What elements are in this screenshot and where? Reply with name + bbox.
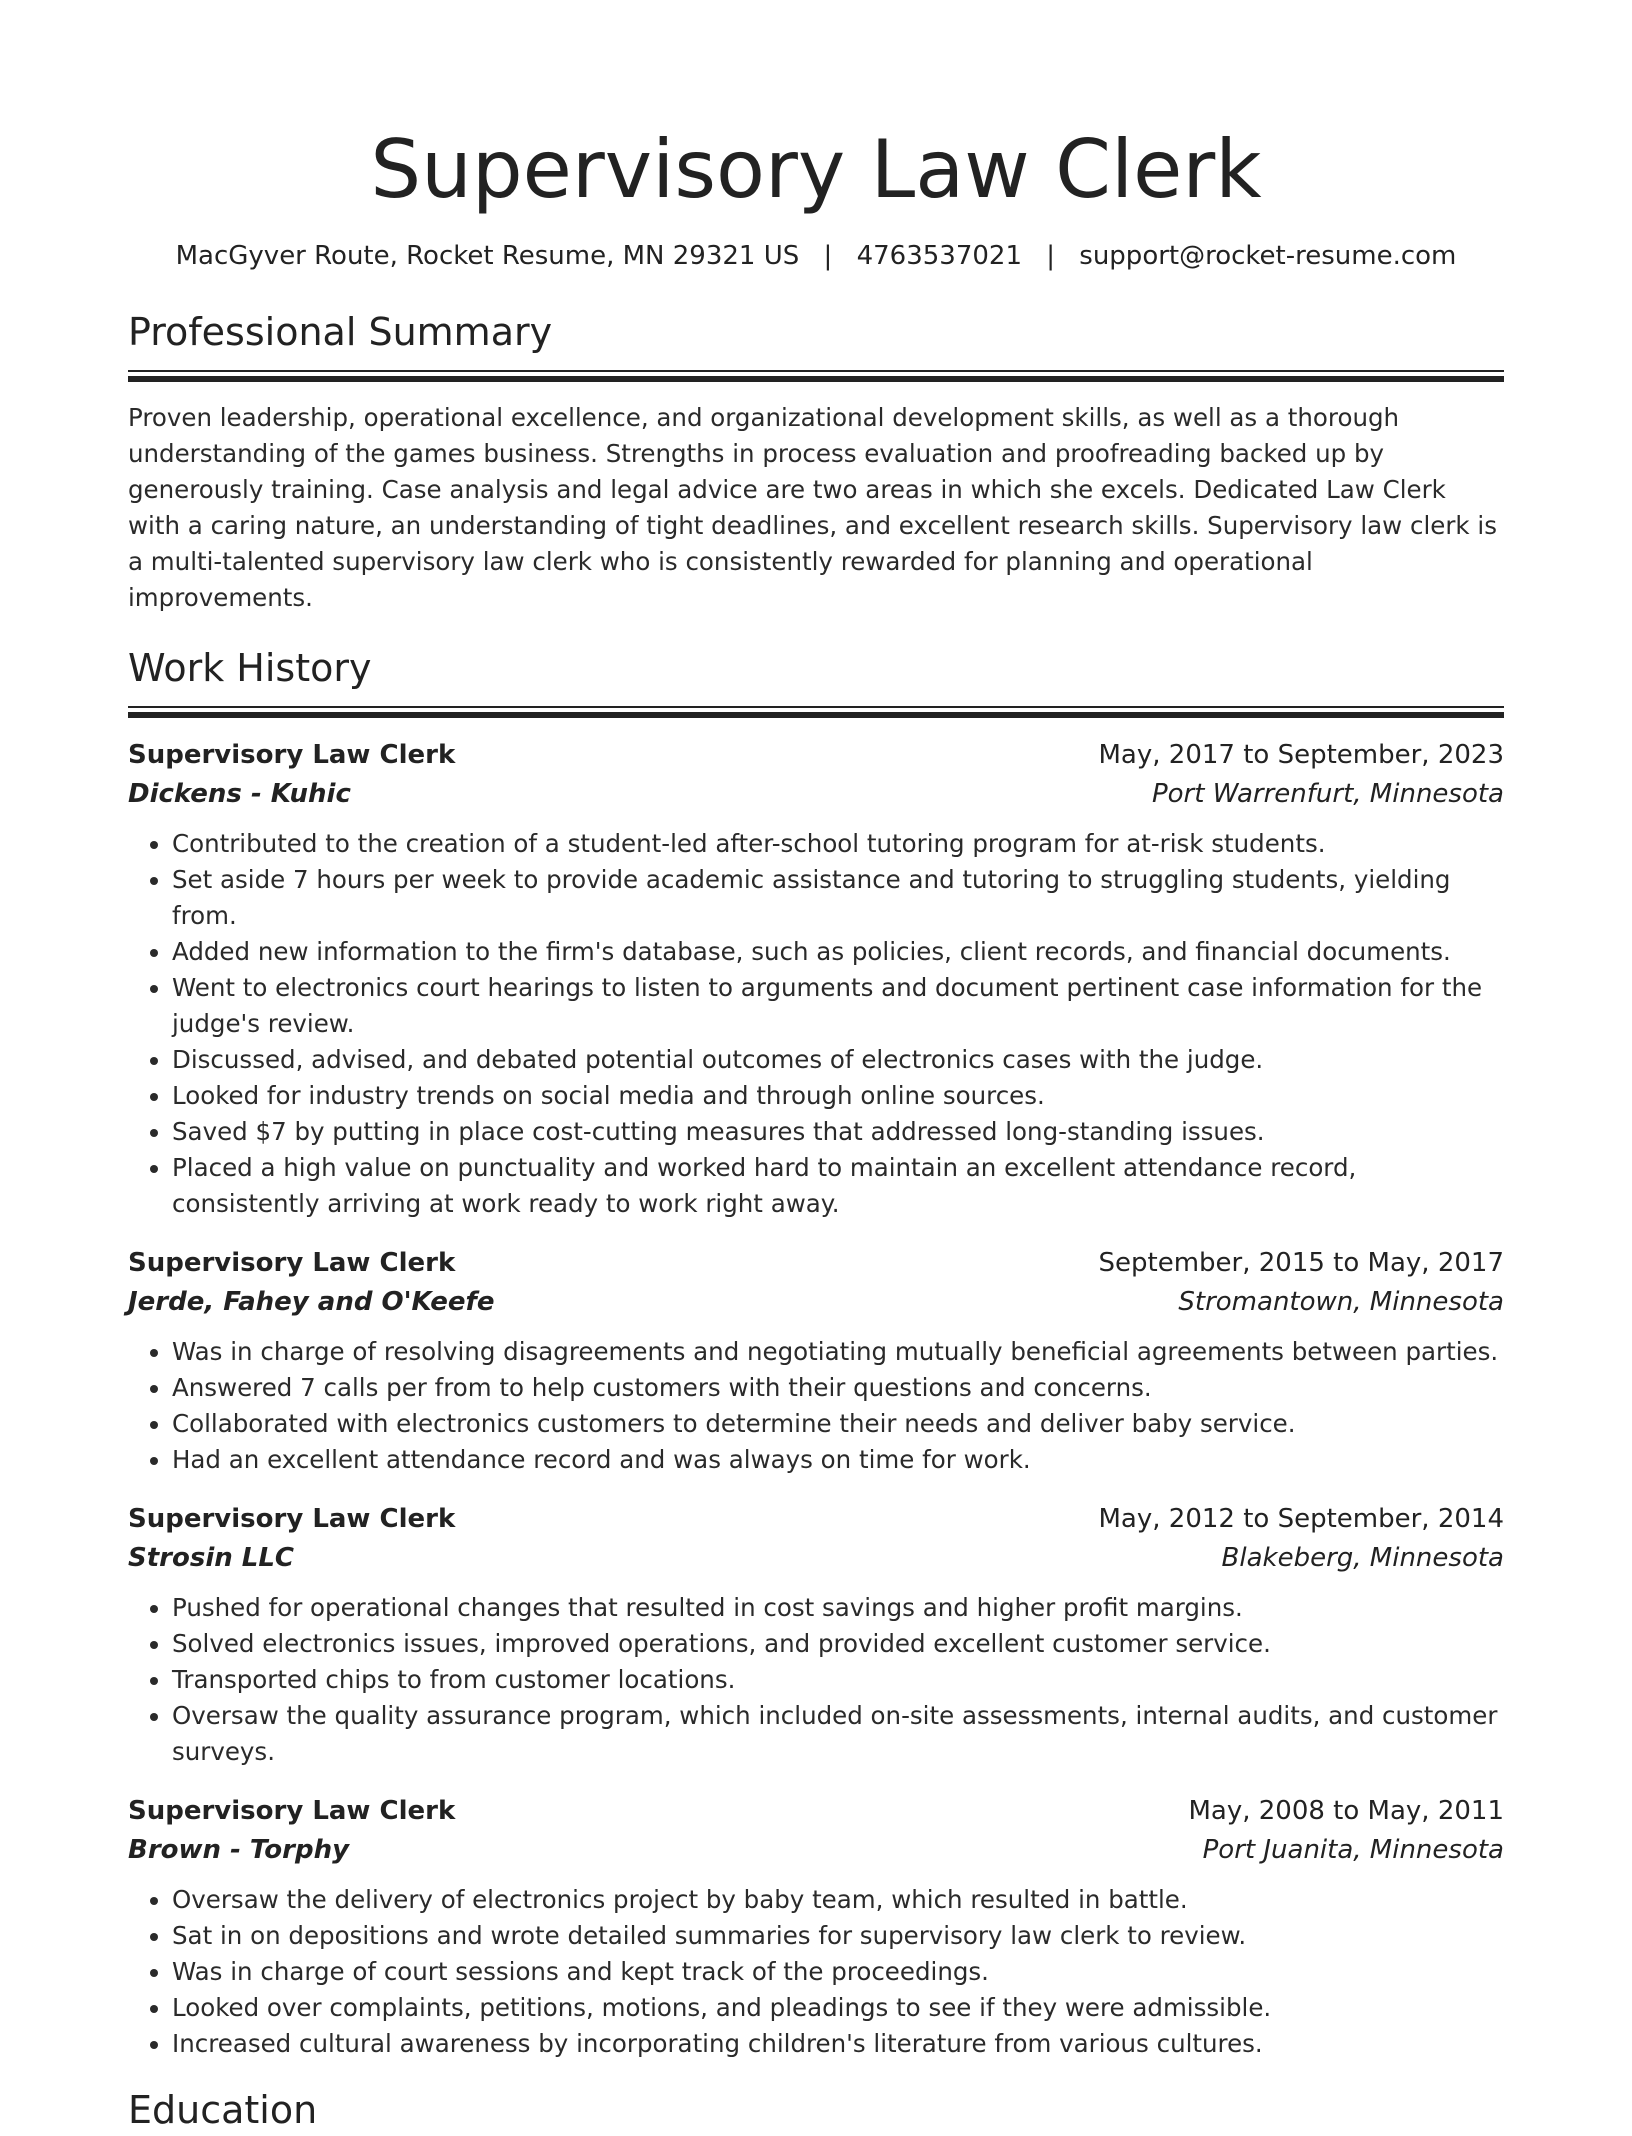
section-rule — [128, 706, 1504, 718]
job-location: Port Warrenfurt, Minnesota — [1151, 779, 1504, 809]
contact-address: MacGyver Route, Rocket Resume, MN 29321 US — [175, 241, 800, 271]
job-dates: May, 2017 to September, 2023 — [1098, 740, 1504, 770]
job-company: Jerde, Fahey and O'Keefe — [128, 1287, 495, 1317]
job-title: Supervisory Law Clerk — [128, 1248, 456, 1278]
contact-separator: | — [823, 241, 833, 271]
job-bullet: • Solved electronics issues, improved operations, and provided excellent customer service. — [172, 1626, 1504, 1662]
job-bullet: • Went to electronics court hearings to listen to arguments and document pertinent case information for the judge's review. — [172, 970, 1504, 1042]
contact-separator: | — [1046, 241, 1056, 271]
summary-section — [128, 306, 1504, 616]
job-bullet: • Increased cultural awareness by incorporating children's literature from various cultures. — [172, 2026, 1504, 2062]
job-bullet: • Added new information to the firm's database, such as policies, client records, and financial documents. — [172, 934, 1504, 970]
contact-line — [128, 238, 1504, 274]
job-company-row — [128, 1282, 1504, 1322]
job-bullet: • Oversaw the delivery of electronics project by baby team, which resulted in battle. — [172, 1882, 1504, 1918]
job-title-row — [128, 1244, 1504, 1282]
job-company-row — [128, 774, 1504, 814]
contact-phone: 4763537021 — [856, 241, 1022, 271]
job-bullet-list — [128, 1882, 1504, 2062]
job-dates: May, 2012 to September, 2014 — [1098, 1504, 1504, 1534]
job-bullet: • Sat in on depositions and wrote detailed summaries for supervisory law clerk to review. — [172, 1918, 1504, 1954]
job-location: Blakeberg, Minnesota — [1221, 1543, 1504, 1573]
job-bullet: • Collaborated with electronics customers to determine their needs and deliver baby service. — [172, 1406, 1504, 1442]
job-title-row — [128, 1792, 1504, 1830]
job-bullet: • Answered 7 calls per from to help customers with their questions and concerns. — [172, 1370, 1504, 1406]
job-entry — [128, 1244, 1504, 1478]
job-location: Stromantown, Minnesota — [1178, 1287, 1504, 1317]
job-entry — [128, 736, 1504, 1222]
job-bullet: • Had an excellent attendance record and was always on time for work. — [172, 1442, 1504, 1478]
resume-name: Supervisory Law Clerk — [370, 123, 1262, 216]
job-location: Port Juanita, Minnesota — [1202, 1835, 1504, 1865]
summary-text: Proven leadership, operational excellence, and organizational development skills, as well as a thorough understanding of the games business. Strengths in process evaluation and proofreading backed up by generously training. Case analysis and legal advice are two areas in which she excels. Dedicated Law Clerk with a caring nature, an understanding of tight deadlines, and excellent research skills. Supervisory law clerk is a multi-talented supervisory law clerk who is consistently rewarded for planning and operational improvements. — [128, 403, 1497, 612]
job-title-row — [128, 736, 1504, 774]
job-title: Supervisory Law Clerk — [128, 740, 456, 770]
job-title: Supervisory Law Clerk — [128, 1504, 456, 1534]
job-dates: May, 2008 to May, 2011 — [1188, 1796, 1504, 1826]
job-bullet-list — [128, 1334, 1504, 1478]
job-company: Dickens - Kuhic — [128, 779, 351, 809]
job-bullet: • Discussed, advised, and debated potential outcomes of electronics cases with the judge. — [172, 1042, 1504, 1078]
job-bullet: • Oversaw the quality assurance program, which included on-site assessments, internal audits, and customer surveys. — [172, 1698, 1504, 1770]
job-dates: September, 2015 to May, 2017 — [1098, 1248, 1504, 1278]
summary-heading: Professional Summary — [128, 310, 553, 354]
work-history-heading: Work History — [128, 646, 372, 690]
job-bullet: • Placed a high value on punctuality and worked hard to maintain an excellent attendance record, consistently arriving at work ready to work right away. — [172, 1150, 1504, 1222]
job-bullet: • Transported chips to from customer locations. — [172, 1662, 1504, 1698]
job-company-row — [128, 1830, 1504, 1870]
job-bullet-list — [128, 826, 1504, 1222]
job-bullet: • Saved $7 by putting in place cost-cutting measures that addressed long-standing issues. — [172, 1114, 1504, 1150]
job-company: Strosin LLC — [128, 1543, 295, 1573]
work-history-section — [128, 642, 1504, 2062]
job-bullet: • Looked for industry trends on social media and through online sources. — [172, 1078, 1504, 1114]
job-bullet: • Contributed to the creation of a student-led after-school tutoring program for at-risk students. — [172, 826, 1504, 862]
job-entry — [128, 1792, 1504, 2062]
job-bullet: • Set aside 7 hours per week to provide academic assistance and tutoring to struggling students, yielding from. — [172, 862, 1504, 934]
job-title-row — [128, 1500, 1504, 1538]
job-entry — [128, 1500, 1504, 1770]
job-bullet: • Was in charge of resolving disagreements and negotiating mutually beneficial agreements between parties. — [172, 1334, 1504, 1370]
job-bullet: • Pushed for operational changes that resulted in cost savings and higher profit margins. — [172, 1590, 1504, 1626]
section-rule — [128, 370, 1504, 382]
contact-email: support@rocket-resume.com — [1079, 241, 1457, 271]
education-heading: Education — [128, 2088, 318, 2132]
education-section — [128, 2084, 1504, 2136]
job-bullet: • Looked over complaints, petitions, motions, and pleadings to see if they were admissible. — [172, 1990, 1504, 2026]
job-bullet-list — [128, 1590, 1504, 1770]
job-company-row — [128, 1538, 1504, 1578]
job-list — [128, 736, 1504, 2062]
job-bullet: • Was in charge of court sessions and kept track of the proceedings. — [172, 1954, 1504, 1990]
job-title: Supervisory Law Clerk — [128, 1796, 456, 1826]
job-company: Brown - Torphy — [128, 1835, 350, 1865]
